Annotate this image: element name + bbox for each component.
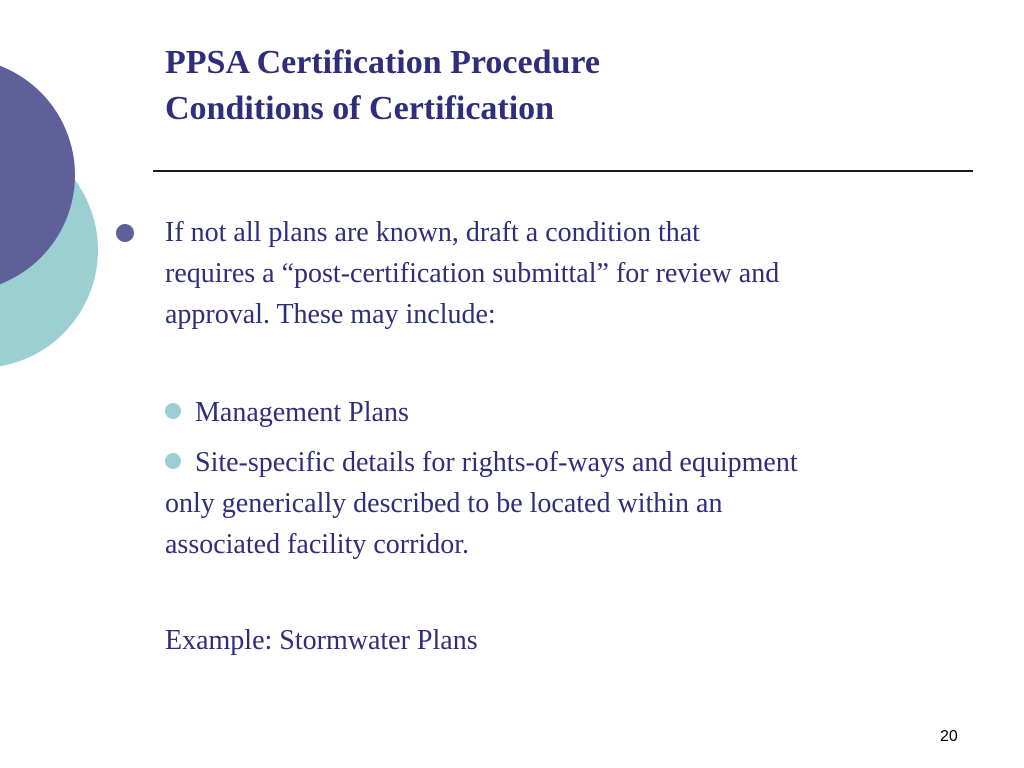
title-line-2: Conditions of Certification <box>165 90 555 127</box>
main-bullet-text <box>165 212 925 335</box>
example-text: Example: Stormwater Plans <box>165 625 478 656</box>
bullet-dot-icon <box>116 224 134 242</box>
main-bullet-line-1: If not all plans are known, draft a condition that <box>165 217 700 248</box>
sub-bullet-management <box>165 392 409 433</box>
main-bullet-line-2: requires a “post-certification submittal” for review and <box>165 258 780 289</box>
sub-bullet-line-3: associated facility corridor. <box>165 529 469 560</box>
slide-title <box>165 40 600 132</box>
page-number: 20 <box>940 728 958 745</box>
sub-bullet-dot-icon <box>165 403 181 419</box>
title-divider <box>153 170 973 172</box>
sub-bullet-site-specific <box>165 442 955 565</box>
sub-bullet-line-1: Site-specific details for rights-of-ways and equipment <box>195 447 798 478</box>
main-bullet-line-3: approval. These may include: <box>165 299 496 330</box>
title-line-1: PPSA Certification Procedure <box>165 44 600 81</box>
sub-bullet-line-2: only generically described to be located within an <box>165 488 723 519</box>
sub-bullet-label: Management Plans <box>195 397 409 428</box>
sub-bullet-dot-icon <box>165 453 181 469</box>
decorative-circles <box>0 0 110 400</box>
